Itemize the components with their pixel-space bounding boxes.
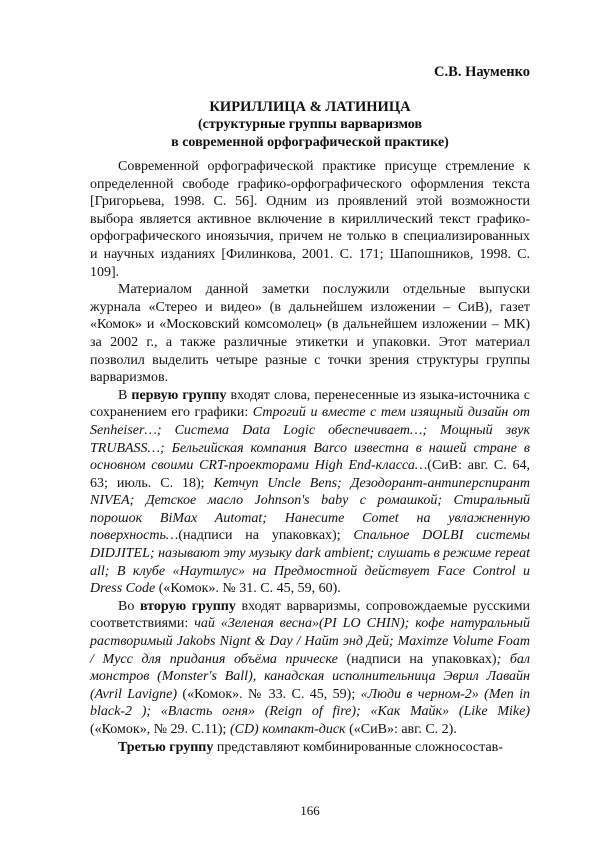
text-run: представляют комбинированные сложносостав- xyxy=(213,739,503,755)
text-run: Во xyxy=(118,598,140,614)
text-run: входят слова, перенесенные из языка-источника с сохранением его графики: xyxy=(90,387,530,421)
italic-example: (CD) компакт-диск xyxy=(229,722,346,737)
paragraph-5 xyxy=(90,739,530,757)
text-run: В xyxy=(118,387,132,403)
title-block xyxy=(90,98,530,152)
source-citation: («Комок». № 33. С. 45, 59); xyxy=(177,686,361,702)
article-body xyxy=(90,158,530,756)
bold-term: первую группу xyxy=(131,387,227,403)
italic-example: Спальное DOLBI системы DIDJITEL; называют эту музыку dark ambient; слушать в режиме repeat all; В клубе «Наутилус» на Предмостной действует Face Control и Dress Code xyxy=(90,528,531,597)
article-title: КИРИЛЛИЦА & ЛАТИНИЦА xyxy=(209,99,411,115)
paragraph-3 xyxy=(90,387,530,598)
article-subtitle-line-1: (структурные группы варваризмов xyxy=(197,117,423,132)
italic-example: чай «Зеленая весна»(PI LO CHIN); кофе натуральный растворимый Jakobs Nignt & Day / Найт энд Дей; Maximze Volume Foam / Мусс для придания объёма прическе xyxy=(90,616,531,667)
source-citation: («СиВ»: авг. С. 2). xyxy=(345,722,457,737)
article-subtitle-line-2: в современной орфографической практике) xyxy=(171,135,449,150)
italic-example: Кетчуп Uncle Bens; Дезодорант-антиперспирант NIVEA; Детское масло Johnson's baby с ромашкой; Стиральный порошок BiMax Automat; Нанесите Comet на увлажненную поверхность… xyxy=(90,475,530,544)
source-citation: («Комок», № 29. С.11); xyxy=(90,722,230,737)
italic-example: Строгий и вместе с тем изящный дизайн от Senheiser…; Система Data Logic обеспечивает…; Мощный звук TRUBASS…; Бельгийская компания Barco известна в нашей стране в основном своими CRT-проекторами High End-класса… xyxy=(90,405,530,474)
italic-example: «Люди в черном-2» (Men in black-2 ); «Власть огня» (Reign of fire); «Как Майк» (Like Mike) xyxy=(90,686,531,720)
bold-term: вторую группу xyxy=(139,598,236,614)
italic-example: ; бал монстров (Monster's Ball), канадская исполнительница Эврил Лавайн (Avril Lavigne) xyxy=(90,651,531,702)
source-citation: («Комок». № 31. С. 45, 59, 60). xyxy=(155,581,341,597)
paragraph-1: Современной орфографической практике присуще стремление к определенной свободе графико-орфографического оформления текста [Григорьева, 1998. С. 56]. Одним из проявлений этой возможности выбора является активное включение в кириллический текст графико-орфографического иноязычия, причем не только в специализированных и научных изданиях [Филинкова, 2001. С. 171; Шапошников, 1998. С. 109]. xyxy=(90,159,530,280)
source-citation: (СиВ: авг. С. 64, 63; июль. С. 18); xyxy=(90,458,530,491)
bold-term: Третью группу xyxy=(118,739,214,755)
source-citation: (надписи на упаковках) xyxy=(337,651,497,667)
page xyxy=(90,0,530,849)
author-name: С.В. Науменко xyxy=(434,64,530,80)
page-number: 166 xyxy=(300,803,320,818)
paragraph-2: Материалом данной заметки послужили отдельные выпуски журнала «Стерео и видео» (в дальнейшем изложении – СиВ), газет «Комок» и «Московский комсомолец» (в дальнейшем изложении – МК) за 2002 г., а также различные этикетки и упаковки. Этот материал позволил выделить четыре разные с точки зрения структуры группы варваризмов. xyxy=(90,282,530,386)
source-citation: (надписи на упаковках); xyxy=(178,528,354,544)
text-run: входят варваризмы, сопровождаемые русскими соответствиями: xyxy=(90,598,531,632)
paragraph-4 xyxy=(90,598,530,739)
